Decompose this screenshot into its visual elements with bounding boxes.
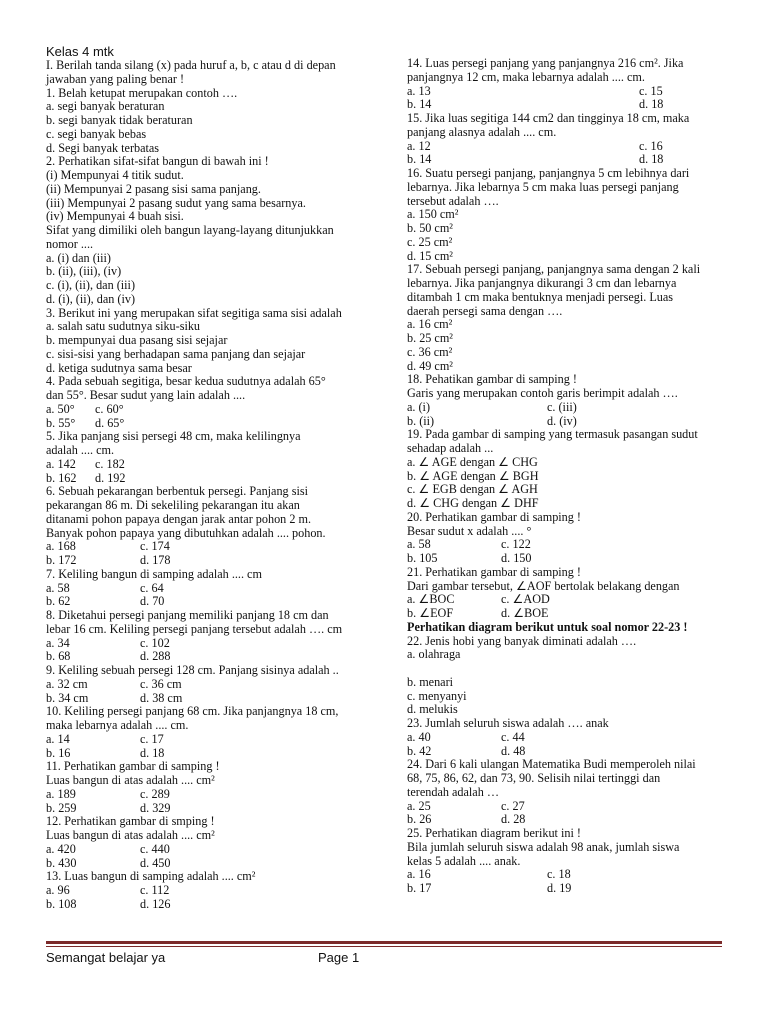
answer-option: b. segi banyak tidak beraturan	[46, 113, 193, 127]
left-column	[46, 59, 398, 912]
answer-option: d. ketiga sudutnya sama besar	[46, 360, 192, 375]
question-line: 15. Jika luas segitiga 144 cm2 dan tingginya 18 cm, maka	[407, 111, 690, 125]
answer-option: d. 450	[140, 855, 171, 870]
answer-option: d. (iv)	[547, 413, 577, 428]
answer-option: c. 15	[639, 83, 663, 98]
question-line: 6. Sebuah pekarangan berbentuk persegi. Panjang sisi	[46, 484, 308, 499]
answer-option: d. ∠BOE	[501, 606, 549, 620]
question-line: 17. Sebuah persegi panjang, panjangnya sama dengan 2 kali	[407, 262, 701, 277]
answer-option: b. 162	[46, 470, 77, 485]
answer-option: c. ∠ EGB dengan ∠ AGH	[407, 482, 538, 497]
answer-option: c. 60°	[95, 401, 124, 416]
question-line: tersebut adalah ….	[407, 193, 499, 208]
answer-option: d. melukis	[407, 702, 458, 717]
answer-option: b. ∠EOF	[407, 606, 454, 620]
answer-row	[407, 593, 737, 607]
answer-option: c. 102	[140, 635, 170, 650]
footer-rule	[46, 941, 722, 944]
answer-option: b. 17	[407, 881, 432, 895]
answer-option: a. ∠ AGE dengan ∠ CHG	[407, 454, 538, 469]
answer-option: d. 150	[501, 551, 532, 565]
question-line: daerah persegi sama dengan ….	[407, 303, 563, 318]
instruction-line: I. Berilah tanda silang (x) pada huruf a, b, c atau d di depan	[46, 58, 336, 72]
question-line: pekarangan 86 m. Di sekeliling pekarangan itu akan	[46, 498, 300, 512]
answer-option: b. 25 cm²	[407, 331, 453, 345]
answer-option: a. 34	[46, 635, 70, 650]
answer-option: d. 18	[639, 152, 664, 167]
answer-option: c. 440	[140, 841, 170, 856]
answer-option: c. 25 cm²	[407, 234, 453, 249]
question-line: 18. Pehatikan gambar di samping !	[407, 372, 577, 387]
answer-row	[46, 884, 398, 898]
answer-option: b. 16	[46, 745, 71, 760]
answer-row	[46, 898, 398, 912]
answer-option: b. 259	[46, 800, 77, 815]
question-line: 68, 75, 86, 62, dan 73, 90. Selisih nilai tertinggi dan	[407, 771, 661, 785]
answer-option: c. 36 cm	[140, 676, 182, 691]
answer-option: a. 13	[407, 83, 431, 98]
answer-option: b. 108	[46, 896, 77, 911]
answer-option: a. salah satu sudutnya siku-siku	[46, 319, 201, 334]
answer-row	[46, 650, 398, 664]
answer-option: c. 16	[639, 138, 663, 153]
question-line: lebarnya. Jika panjangnya dikurangi 3 cm dan lebarnya	[407, 276, 677, 290]
answer-option: d. 65°	[95, 415, 125, 430]
answer-option: c. 289	[140, 786, 170, 801]
answer-option: b. 105	[407, 551, 438, 565]
answer-option: a. 25	[407, 798, 431, 813]
question-line: 16. Suatu persegi panjang, panjangnya 5 cm lebihnya dari	[407, 166, 690, 180]
answer-option: c. (i), (ii), dan (iii)	[46, 278, 136, 292]
question-line: 7. Keliling bangun di samping adalah .... cm	[46, 566, 262, 581]
answer-option: d. 18	[140, 745, 165, 760]
question-line: Luas bangun di atas adalah .... cm²	[46, 773, 215, 787]
answer-option: d. 28	[501, 812, 526, 827]
question-line: Sifat yang dimiliki oleh bangun layang-layang ditunjukkan	[46, 223, 334, 237]
answer-row	[407, 731, 737, 745]
question-line: 1. Belah ketupat merupakan contoh ….	[46, 85, 238, 100]
question-line: 13. Luas bangun di samping adalah .... cm²	[46, 869, 256, 884]
answer-option: a. 32 cm	[46, 676, 88, 691]
question-line: terendah adalah …	[407, 784, 500, 799]
answer-row	[407, 745, 737, 759]
answer-row	[407, 607, 737, 621]
answer-option: a. 96	[46, 883, 70, 897]
answer-option: a. ∠BOC	[407, 592, 455, 607]
answer-row	[46, 692, 398, 706]
question-line: adalah .... cm.	[46, 443, 115, 457]
answer-option: c. 64	[140, 580, 164, 595]
question-line: Banyak pohon papaya yang dibutuhkan adalah .... pohon.	[46, 525, 326, 540]
question-line: Luas bangun di atas adalah .... cm²	[46, 828, 215, 842]
answer-row	[46, 554, 398, 568]
answer-option: c. 122	[501, 537, 531, 552]
answer-option: c. menyanyi	[407, 688, 467, 703]
answer-option: b. menari	[407, 674, 454, 689]
question-line: ditanami pohon papaya dengan jarak antar pohon 2 m.	[46, 511, 311, 526]
answer-row	[46, 857, 398, 871]
answer-option: a. 150 cm²	[407, 207, 459, 222]
question-line: (iv) Mempunyai 4 buah sisi.	[46, 209, 184, 224]
answer-option: d. Segi banyak terbatas	[46, 140, 160, 155]
answer-option: a. 40	[407, 729, 431, 744]
question-line: 4. Pada sebuah segitiga, besar kedua sudutnya adalah 65°	[46, 374, 326, 389]
answer-option: a. 142	[46, 456, 76, 471]
answer-option: b. (ii)	[407, 413, 435, 428]
answer-option: b. 26	[407, 812, 432, 827]
answer-option: c. sisi-sisi yang berhadapan sama panjang dan sejajar	[46, 346, 306, 361]
question-line: sehadap adalah ...	[407, 441, 494, 455]
question-line: Garis yang merupakan contoh garis berimpit adalah ….	[407, 386, 678, 400]
question-line: 24. Dari 6 kali ulangan Matematika Budi memperoleh nilai	[407, 757, 696, 772]
answer-row	[407, 98, 737, 112]
answer-option: b. 34 cm	[46, 690, 89, 705]
answer-option: d. 49 cm²	[407, 358, 453, 373]
answer-row	[46, 595, 398, 609]
page-title: Kelas 4 mtk	[46, 44, 114, 59]
answer-option: d. 48	[501, 743, 526, 758]
instruction-line: jawaban yang paling benar !	[46, 71, 185, 86]
answer-row	[46, 458, 398, 472]
answer-row	[46, 733, 398, 747]
question-line: panjangnya 12 cm, maka lebarnya adalah .... cm.	[407, 69, 645, 84]
question-line: 2. Perhatikan sifat-sifat bangun di bawah ini !	[46, 154, 269, 169]
answer-option: a. 58	[46, 580, 70, 595]
answer-option: a. 58	[407, 537, 431, 552]
question-line: 19. Pada gambar di samping yang termasuk pasangan sudut	[407, 427, 698, 442]
answer-row	[407, 552, 737, 566]
question-line: 8. Diketahui persegi panjang memiliki panjang 18 cm dan	[46, 608, 329, 622]
answer-option: c. 112	[140, 883, 170, 897]
answer-option: d. 38 cm	[140, 690, 183, 705]
answer-row	[407, 813, 737, 827]
answer-row	[407, 401, 737, 415]
question-line: 21. Perhatikan gambar di samping !	[407, 564, 581, 579]
answer-row	[46, 417, 398, 431]
question-line: 3. Berikut ini yang merupakan sifat segitiga sama sisi adalah	[46, 305, 342, 320]
question-line: Bila jumlah seluruh siswa adalah 98 anak, jumlah siswa	[407, 839, 680, 854]
answer-option: b. 14	[407, 152, 432, 167]
answer-row	[46, 472, 398, 486]
answer-option: b. mempunyai dua pasang sisi sejajar	[46, 333, 228, 347]
answer-option: b. 172	[46, 553, 77, 567]
question-line: 12. Perhatikan gambar di smping !	[46, 814, 215, 829]
answer-option: c. ∠AOD	[501, 592, 550, 607]
question-line: nomor ....	[46, 236, 94, 251]
answer-option: b. 14	[407, 97, 432, 112]
answer-option: b. 68	[46, 649, 71, 664]
answer-option: a. (i) dan (iii)	[46, 250, 111, 265]
answer-row	[407, 140, 737, 154]
answer-option: c. 17	[140, 731, 164, 746]
page-number: Page 1	[318, 950, 360, 965]
answer-option: a. 14	[46, 731, 70, 746]
question-line: 10. Keliling persegi panjang 68 cm. Jika panjangnya 18 cm,	[46, 704, 339, 719]
question-line: lebar 16 cm. Keliling persegi panjang tersebut adalah …. cm	[46, 621, 343, 636]
answer-option: b. ∠ AGE dengan ∠ BGH	[407, 468, 539, 483]
answer-option: b. 55°	[46, 415, 76, 430]
answer-option: a. segi banyak beraturan	[46, 99, 165, 114]
question-line: 20. Perhatikan gambar di samping !	[407, 509, 581, 524]
question-line: (ii) Mempunyai 2 pasang sisi sama panjang.	[46, 181, 261, 196]
footer-rule-thin	[46, 946, 722, 947]
answer-option: c. 18	[547, 867, 571, 882]
answer-row	[46, 788, 398, 802]
answer-option: d. (i), (ii), dan (iv)	[46, 291, 136, 306]
answer-row	[46, 747, 398, 761]
question-line: (iii) Mempunyai 2 pasang sudut yang sama besarnya.	[46, 195, 306, 210]
answer-row	[407, 538, 737, 552]
answer-option: d. 288	[140, 649, 171, 664]
answer-option: c. 44	[501, 729, 525, 744]
answer-option: a. olahraga	[407, 647, 461, 662]
answer-row	[46, 582, 398, 596]
answer-option: d. 126	[140, 896, 171, 911]
answer-option: c. 174	[140, 539, 170, 554]
answer-option: d. ∠ CHG dengan ∠ DHF	[407, 496, 539, 510]
answer-row	[46, 403, 398, 417]
answer-option: d. 19	[547, 881, 572, 895]
question-line: dan 55°. Besar sudut yang lain adalah ....	[46, 388, 246, 402]
question-line: 14. Luas persegi panjang yang panjangnya 216 cm². Jika	[407, 56, 684, 70]
answer-option: a. 168	[46, 539, 76, 554]
question-line: 5. Jika panjang sisi persegi 48 cm, maka kelilingnya	[46, 429, 301, 444]
answer-option: a. 50°	[46, 401, 75, 416]
answer-option: c. (iii)	[547, 399, 577, 414]
question-line: ditambah 1 cm maka bentuknya menjadi persegi. Luas	[407, 289, 674, 304]
diagram-note: Perhatikan diagram berikut untuk soal nomor 22-23 !	[407, 619, 688, 634]
blank-line	[407, 662, 737, 676]
answer-option: d. 329	[140, 800, 171, 815]
question-line: Besar sudut x adalah .... °	[407, 523, 532, 538]
question-line: 11. Perhatikan gambar di samping !	[46, 759, 220, 774]
answer-option: d. 18	[639, 97, 664, 112]
answer-option: d. 15 cm²	[407, 248, 453, 263]
answer-option: b. 50 cm²	[407, 221, 453, 235]
question-line: kelas 5 adalah .... anak.	[407, 853, 521, 868]
answer-option: b. 42	[407, 743, 432, 758]
answer-row	[407, 415, 737, 429]
answer-option: c. 182	[95, 456, 125, 471]
answer-row	[46, 540, 398, 554]
question-line: 25. Perhatikan diagram berikut ini !	[407, 826, 581, 840]
footer-text: Semangat belajar ya	[46, 950, 166, 965]
answer-option: a. (i)	[407, 399, 431, 414]
question-line: maka lebarnya adalah .... cm.	[46, 718, 189, 732]
answer-row	[46, 843, 398, 857]
answer-option: a. 12	[407, 138, 431, 153]
answer-option: a. 16 cm²	[407, 317, 453, 332]
answer-option: d. 70	[140, 594, 165, 609]
answer-row	[407, 153, 737, 167]
question-line: 9. Keliling sebuah persegi 128 cm. Panjang sisinya adalah ..	[46, 663, 339, 677]
question-line: 23. Jumlah seluruh siswa adalah …. anak	[407, 716, 609, 730]
answer-option: b. (ii), (iii), (iv)	[46, 264, 122, 279]
question-line: (i) Mempunyai 4 titik sudut.	[46, 168, 184, 182]
question-line: Dari gambar tersebut, ∠AOF bertolak belakang dengan	[407, 578, 680, 593]
answer-option: c. segi banyak bebas	[46, 126, 147, 141]
answer-row	[407, 800, 737, 814]
answer-row	[46, 802, 398, 816]
answer-option: b. 430	[46, 855, 77, 870]
answer-option: c. 27	[501, 798, 525, 813]
question-line: panjang alasnya adalah .... cm.	[407, 124, 557, 139]
answer-row	[46, 637, 398, 651]
answer-option: d. 178	[140, 553, 171, 567]
question-line: lebarnya. Jika lebarnya 5 cm maka luas persegi panjang	[407, 179, 679, 194]
answer-option: a. 420	[46, 841, 76, 856]
answer-option: d. 192	[95, 470, 126, 485]
right-column	[407, 57, 737, 896]
answer-option: c. 36 cm²	[407, 344, 453, 359]
answer-row	[407, 882, 737, 896]
question-line: 22. Jenis hobi yang banyak diminati adalah ….	[407, 633, 637, 648]
answer-option: a. 189	[46, 786, 76, 801]
answer-row	[407, 868, 737, 882]
answer-row	[46, 678, 398, 692]
answer-option: b. 62	[46, 594, 71, 609]
answer-option: a. 16	[407, 867, 431, 882]
answer-row	[407, 85, 737, 99]
